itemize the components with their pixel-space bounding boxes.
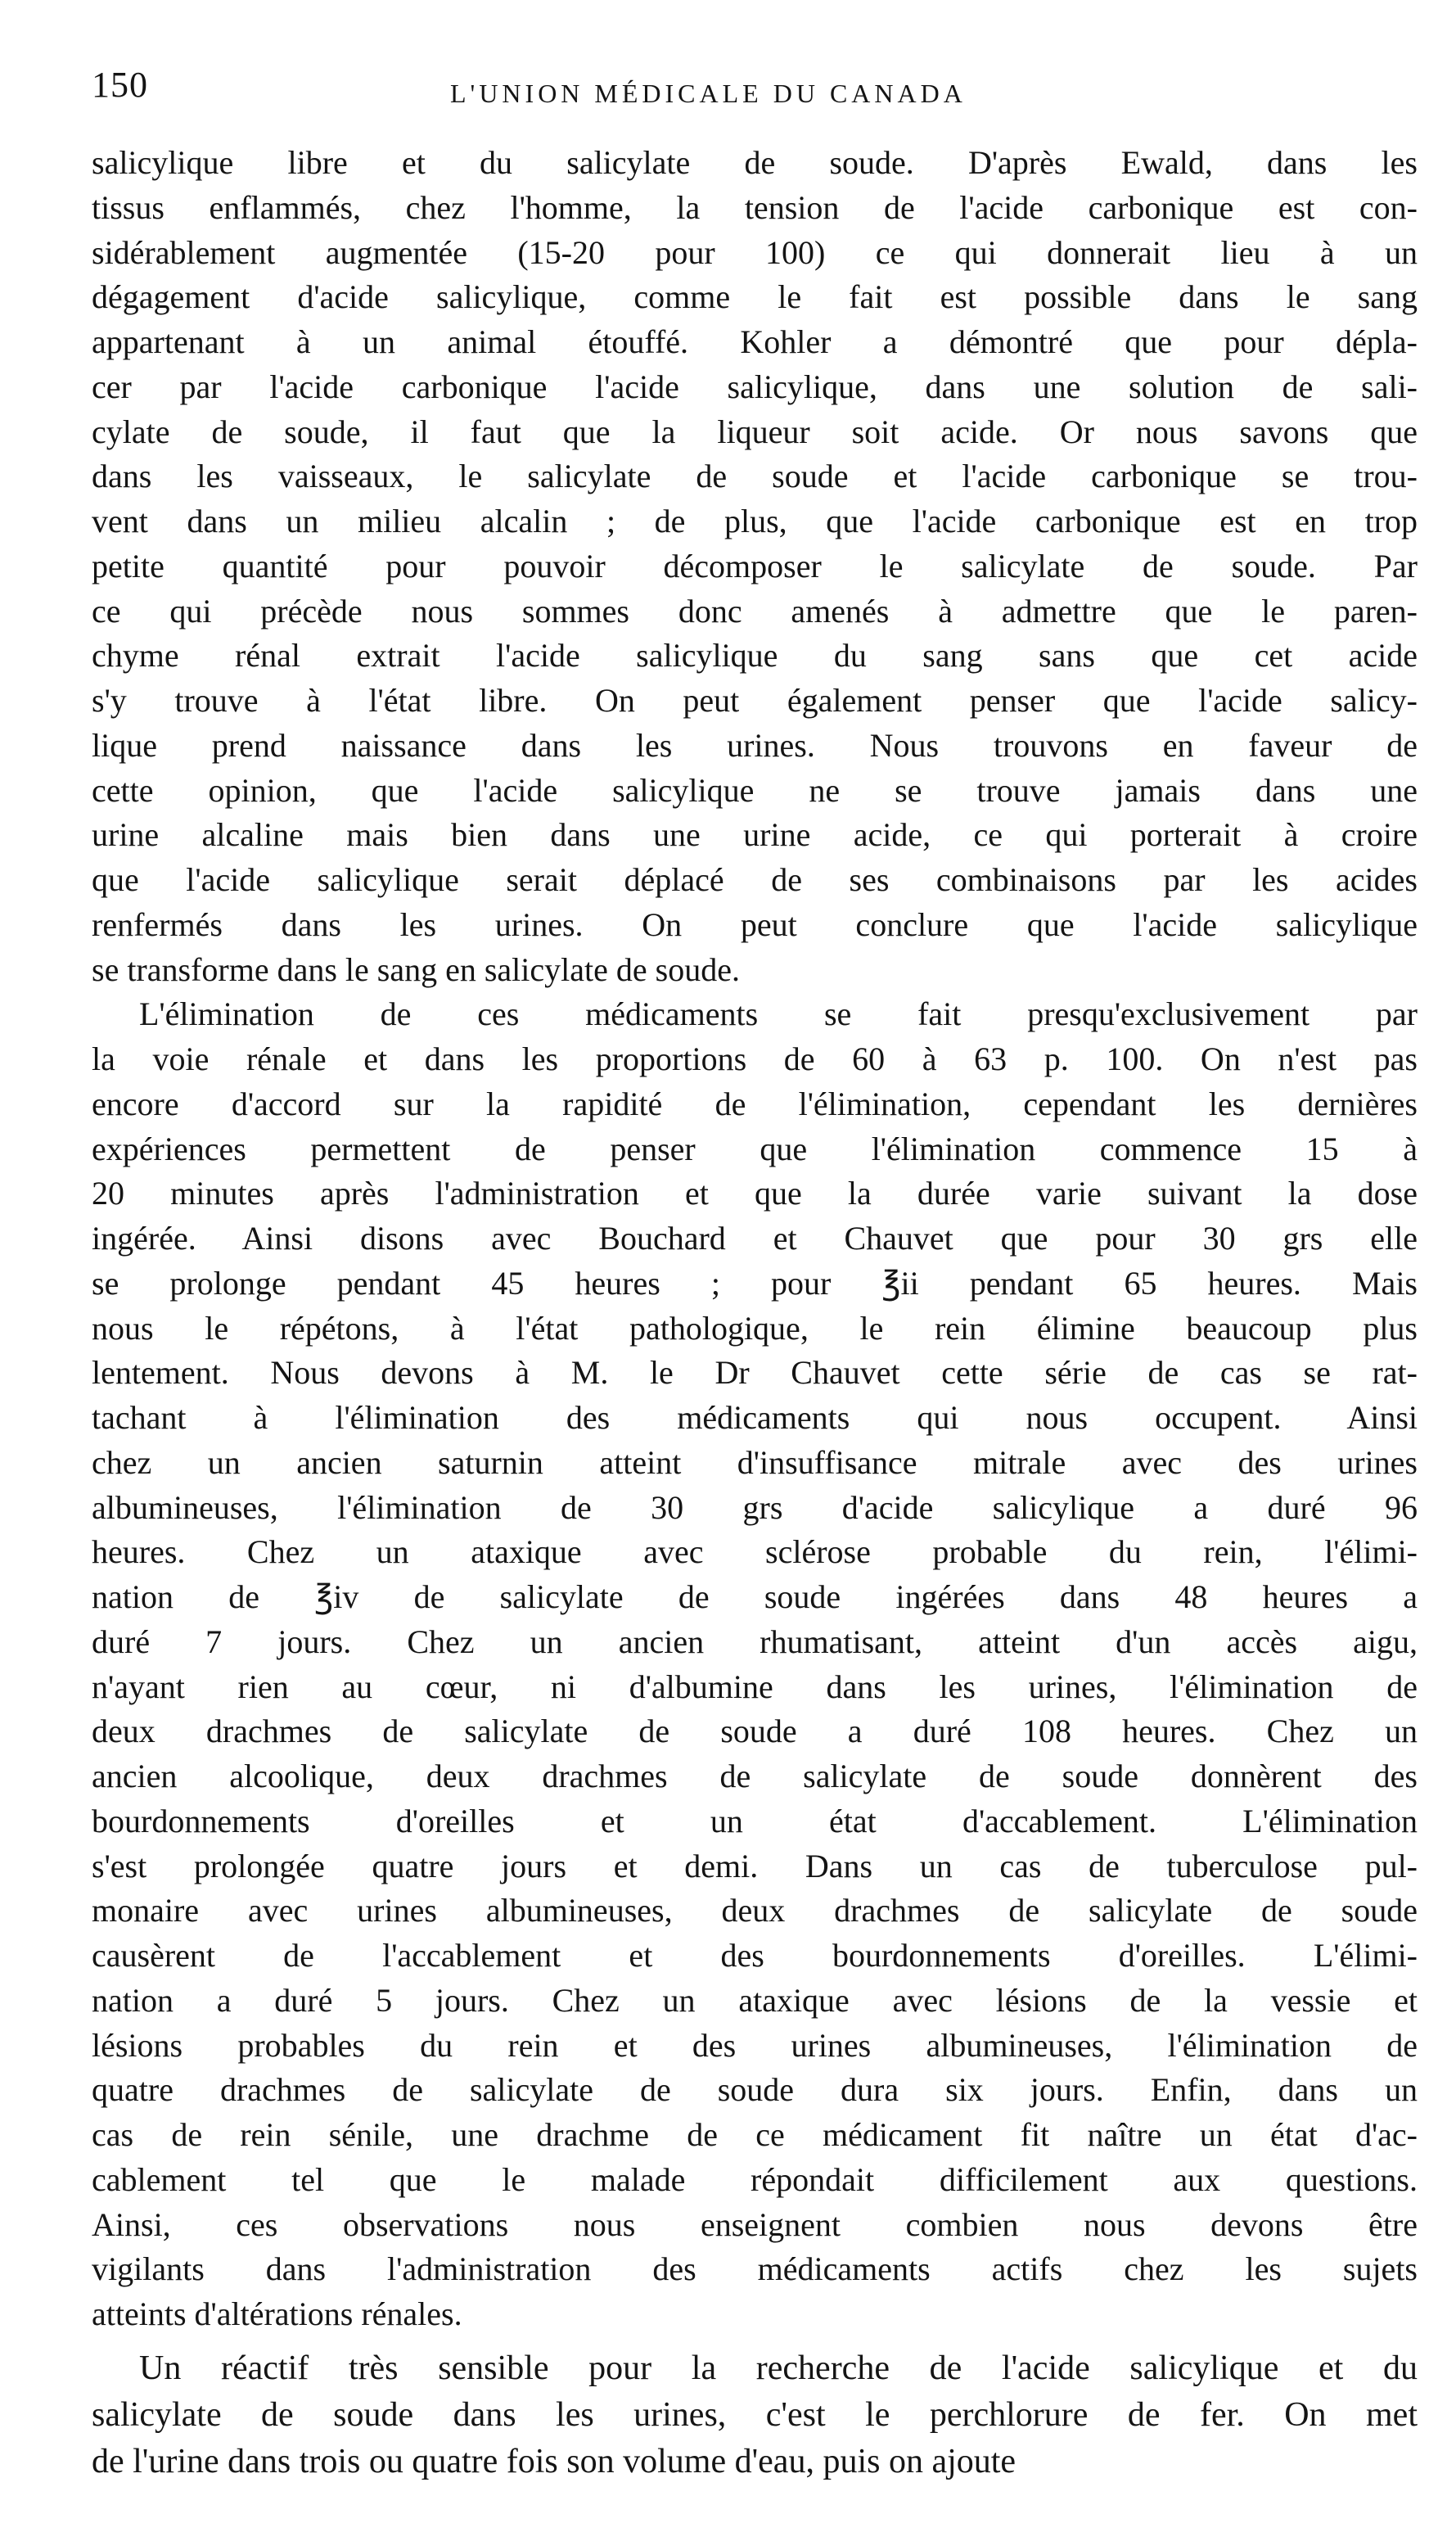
text-line: petite quantité pour pouvoir décomposer le salicylate de soude. Par bbox=[92, 547, 1418, 584]
paragraph bbox=[92, 141, 1418, 992]
paragraph bbox=[92, 2345, 1418, 2485]
text-line: cer par l'acide carbonique l'acide salicylique, dans une solution de sali- bbox=[92, 368, 1418, 405]
text-line: cylate de soude, il faut que la liqueur soit acide. Or nous savons que bbox=[92, 413, 1418, 450]
text-line: salicylique libre et du salicylate de soude. D'après Ewald, dans les bbox=[92, 144, 1418, 181]
paragraph bbox=[92, 992, 1418, 2337]
text-line: nous le répétons, à l'état pathologique, le rein élimine beaucoup plus bbox=[92, 1309, 1418, 1347]
text-line: monaire avec urines albumineuses, deux drachmes de salicylate de soude bbox=[92, 1892, 1418, 1929]
text-line: atteints d'altérations rénales. bbox=[92, 2295, 462, 2332]
text-line: expériences permettent de penser que l'élimination commence 15 à bbox=[92, 1130, 1418, 1167]
text-line: encore d'accord sur la rapidité de l'élimination, cependant les dernières bbox=[92, 1085, 1418, 1122]
text-line: tachant à l'élimination des médicaments qui nous occupent. Ainsi bbox=[92, 1399, 1418, 1436]
text-line: 20 minutes après l'administration et que la durée varie suivant la dose bbox=[92, 1175, 1418, 1212]
text-line: deux drachmes de salicylate de soude a duré 108 heures. Chez un bbox=[92, 1713, 1418, 1750]
text-line: tissus enflammés, chez l'homme, la tension de l'acide carbonique est con- bbox=[92, 188, 1418, 226]
page-header bbox=[0, 0, 1456, 115]
running-head: L'UNION MÉDICALE DU CANADA bbox=[450, 79, 967, 108]
text-line: ancien alcoolique, deux drachmes de salicylate de soude donnèrent des bbox=[92, 1758, 1418, 1794]
text-line: lésions probables du rein et des urines albumineuses, l'élimination de bbox=[92, 2026, 1418, 2064]
text-line: sidérablement augmentée (15-20 pour 100) ce qui donnerait lieu à un bbox=[92, 233, 1418, 271]
text-line: L'élimination de ces médicaments se fait presqu'exclusivement par bbox=[139, 995, 1418, 1033]
paragraph-gap bbox=[92, 2337, 1418, 2345]
text-line: dégagement d'acide salicylique, comme le fait est possible dans le sang bbox=[92, 278, 1418, 316]
text-line: chyme rénal extrait l'acide salicylique du sang sans que cet acide bbox=[92, 637, 1418, 675]
page-number: 150 bbox=[92, 65, 148, 105]
text-line: albumineuses, l'élimination de 30 grs d'acide salicylique a duré 96 bbox=[92, 1488, 1418, 1526]
text-line: cette opinion, que l'acide salicylique ne se trouve jamais dans une bbox=[92, 771, 1418, 809]
text-line: heures. Chez un ataxique avec sclérose probable du rein, l'élimi- bbox=[92, 1533, 1418, 1571]
text-line: se prolonge pendant 45 heures ; pour ℥ii pendant 65 heures. Mais bbox=[92, 1264, 1418, 1302]
text-line: ce qui précède nous sommes donc amenés à admettre que le paren- bbox=[92, 592, 1418, 630]
text-line: la voie rénale et dans les proportions de 60 à 63 p. 100. On n'est pas bbox=[92, 1040, 1418, 1077]
text-line: dans les vaisseaux, le salicylate de soude et l'acide carbonique se trou- bbox=[92, 458, 1418, 495]
text-line: vent dans un milieu alcalin ; de plus, que l'acide carbonique est en trop bbox=[92, 503, 1418, 539]
text-line: lentement. Nous devons à M. le Dr Chauvet cette série de cas se rat- bbox=[92, 1354, 1418, 1392]
text-line: quatre drachmes de salicylate de soude dura six jours. Enfin, dans un bbox=[92, 2071, 1418, 2109]
text-line: salicylate de soude dans les urines, c'est le perchlorure de fer. On met bbox=[92, 2395, 1418, 2434]
text-line: nation de ℥iv de salicylate de soude ingérées dans 48 heures a bbox=[92, 1578, 1418, 1615]
text-line: nation a duré 5 jours. Chez un ataxique avec lésions de la vessie et bbox=[92, 1981, 1418, 2019]
text-line: cas de rein sénile, une drachme de ce médicament fit naître un état d'ac- bbox=[92, 2116, 1418, 2153]
text-line: que l'acide salicylique serait déplacé de ses combinaisons par les acides bbox=[92, 861, 1418, 898]
text-line: s'est prolongée quatre jours et demi. Dans un cas de tuberculose pul- bbox=[92, 1847, 1418, 1884]
text-line: se transforme dans le sang en salicylate de soude. bbox=[92, 950, 740, 988]
text-line: cablement tel que le malade répondait difficilement aux questions. bbox=[92, 2160, 1418, 2198]
text-line: Ainsi, ces observations nous enseignent combien nous devons être bbox=[92, 2205, 1418, 2243]
text-line: causèrent de l'accablement et des bourdonnements d'oreilles. L'élimi- bbox=[92, 1937, 1418, 1974]
text-line: ingérée. Ainsi disons avec Bouchard et Chauvet que pour 30 grs elle bbox=[92, 1220, 1418, 1257]
text-line: duré 7 jours. Chez un ancien rhumatisant, atteint d'un accès aigu, bbox=[92, 1623, 1418, 1660]
text-line: Un réactif très sensible pour la recherche de l'acide salicylique et du bbox=[139, 2349, 1418, 2387]
text-line: vigilants dans l'administration des médicaments actifs chez les sujets bbox=[92, 2250, 1418, 2288]
text-line: s'y trouve à l'état libre. On peut également penser que l'acide salicy- bbox=[92, 682, 1418, 719]
text-line: bourdonnements d'oreilles et un état d'accablement. L'élimination bbox=[92, 1802, 1418, 1839]
text-line: de l'urine dans trois ou quatre fois son volume d'eau, puis on ajoute bbox=[92, 2442, 1016, 2480]
text-line: lique prend naissance dans les urines. Nous trouvons en faveur de bbox=[92, 726, 1418, 764]
text-line: urine alcaline mais bien dans une urine acide, ce qui porterait à croire bbox=[92, 816, 1418, 854]
body-text bbox=[92, 141, 1418, 2485]
text-line: renfermés dans les urines. On peut conclure que l'acide salicylique bbox=[92, 905, 1418, 943]
text-line: appartenant à un animal étouffé. Kohler a démontré que pour dépla- bbox=[92, 323, 1418, 360]
text-line: n'ayant rien au cœur, ni d'albumine dans les urines, l'élimination de bbox=[92, 1668, 1418, 1705]
text-line: chez un ancien saturnin atteint d'insuffisance mitrale avec des urines bbox=[92, 1443, 1418, 1481]
